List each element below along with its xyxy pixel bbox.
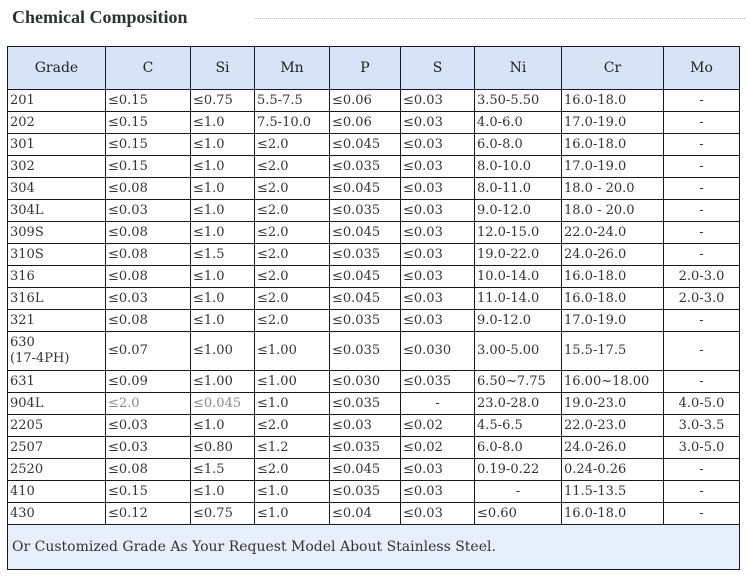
cell-cr: 15.5-17.5 [562, 332, 664, 371]
cell-si: ≤1.0 [191, 112, 255, 134]
cell-s: ≤0.03 [401, 134, 475, 156]
footer-note: Or Customized Grade As Your Request Model About Stainless Steel. [8, 525, 740, 570]
cell-ni: 3.00-5.00 [475, 332, 562, 371]
cell-s: ≤0.02 [401, 415, 475, 437]
cell-mo: - [664, 200, 740, 222]
cell-p: ≤0.045 [330, 134, 401, 156]
cell-c: ≤0.08 [106, 266, 191, 288]
cell-ni: 8.0-10.0 [475, 156, 562, 178]
cell-ni: 12.0-15.0 [475, 222, 562, 244]
cell-cr: 24.0-26.0 [562, 244, 664, 266]
footer-row [8, 525, 740, 570]
cell-cr: 17.0-19.0 [562, 310, 664, 332]
cell-mn: ≤1.0 [255, 393, 330, 415]
cell-cr: 24.0-26.0 [562, 437, 664, 459]
cell-si: ≤1.0 [191, 134, 255, 156]
cell-mn: ≤2.0 [255, 266, 330, 288]
cell-p: ≤0.035 [330, 244, 401, 266]
cell-grade: 430 [8, 503, 106, 525]
cell-mo: - [664, 178, 740, 200]
cell-grade: 316L [8, 288, 106, 310]
cell-si: ≤1.00 [191, 332, 255, 371]
cell-cr: 16.0-18.0 [562, 503, 664, 525]
cell-mn: 5.5-7.5 [255, 90, 330, 112]
cell-mo: - [664, 310, 740, 332]
cell-si: ≤1.0 [191, 310, 255, 332]
cell-cr: 22.0-23.0 [562, 415, 664, 437]
cell-p: ≤0.045 [330, 459, 401, 481]
cell-grade: 631 [8, 371, 106, 393]
cell-ni: 8.0-11.0 [475, 178, 562, 200]
cell-p: ≤0.04 [330, 503, 401, 525]
table-row [8, 332, 740, 371]
cell-cr: 16.0-18.0 [562, 90, 664, 112]
cell-grade: 302 [8, 156, 106, 178]
cell-s: ≤0.03 [401, 112, 475, 134]
cell-grade: 304L [8, 200, 106, 222]
cell-mo: - [664, 222, 740, 244]
cell-ni: 6.0-8.0 [475, 134, 562, 156]
cell-mn: 7.5-10.0 [255, 112, 330, 134]
cell-ni: - [475, 481, 562, 503]
cell-c: ≤0.07 [106, 332, 191, 371]
column-header-s: S [401, 47, 475, 90]
cell-cr: 17.0-19.0 [562, 156, 664, 178]
cell-p: ≤0.06 [330, 90, 401, 112]
cell-mo: - [664, 90, 740, 112]
cell-c: ≤0.08 [106, 244, 191, 266]
table-row [8, 503, 740, 525]
cell-si: ≤1.5 [191, 244, 255, 266]
table-row [8, 415, 740, 437]
cell-c: ≤0.15 [106, 156, 191, 178]
table-row [8, 90, 740, 112]
cell-c: ≤0.08 [106, 310, 191, 332]
cell-ni: 10.0-14.0 [475, 266, 562, 288]
cell-p: ≤0.035 [330, 437, 401, 459]
cell-c: ≤0.15 [106, 112, 191, 134]
table-row [8, 222, 740, 244]
table-row [8, 244, 740, 266]
cell-mo: 3.0-5.0 [664, 437, 740, 459]
cell-ni: 23.0-28.0 [475, 393, 562, 415]
cell-mn: ≤2.0 [255, 288, 330, 310]
cell-si: ≤0.75 [191, 503, 255, 525]
table-row [8, 481, 740, 503]
cell-c: ≤0.03 [106, 437, 191, 459]
cell-cr: 17.0-19.0 [562, 112, 664, 134]
cell-mn: ≤1.2 [255, 437, 330, 459]
cell-mn: ≤2.0 [255, 156, 330, 178]
cell-grade: 2507 [8, 437, 106, 459]
cell-c: ≤0.15 [106, 134, 191, 156]
column-header-mn: Mn [255, 47, 330, 90]
cell-p: ≤0.045 [330, 266, 401, 288]
cell-s: ≤0.03 [401, 178, 475, 200]
cell-mo: - [664, 459, 740, 481]
column-header-p: P [330, 47, 401, 90]
table-row [8, 371, 740, 393]
table-row [8, 288, 740, 310]
table-row [8, 178, 740, 200]
cell-s: ≤0.03 [401, 156, 475, 178]
cell-mo: - [664, 244, 740, 266]
cell-s: ≤0.03 [401, 200, 475, 222]
cell-grade: 301 [8, 134, 106, 156]
cell-si: ≤1.0 [191, 156, 255, 178]
cell-s: ≤0.035 [401, 371, 475, 393]
cell-grade: 304 [8, 178, 106, 200]
cell-s: ≤0.03 [401, 222, 475, 244]
cell-mo: - [664, 503, 740, 525]
cell-c: ≤0.08 [106, 459, 191, 481]
cell-mn: ≤2.0 [255, 178, 330, 200]
cell-p: ≤0.035 [330, 481, 401, 503]
cell-c: ≤0.08 [106, 222, 191, 244]
cell-si: ≤1.0 [191, 288, 255, 310]
cell-c: ≤0.15 [106, 481, 191, 503]
cell-cr: 16.0-18.0 [562, 266, 664, 288]
header-row [8, 47, 740, 90]
table-row [8, 393, 740, 415]
cell-ni: 9.0-12.0 [475, 200, 562, 222]
cell-ni: 19.0-22.0 [475, 244, 562, 266]
table-row [8, 200, 740, 222]
cell-mn: ≤1.00 [255, 332, 330, 371]
cell-grade: 201 [8, 90, 106, 112]
cell-s: ≤0.03 [401, 503, 475, 525]
page-title: Chemical Composition [12, 7, 188, 27]
cell-s: ≤0.03 [401, 459, 475, 481]
cell-c: ≤0.12 [106, 503, 191, 525]
cell-mo: - [664, 481, 740, 503]
cell-mo: - [664, 156, 740, 178]
cell-s: ≤0.03 [401, 481, 475, 503]
cell-cr: 16.00~18.00 [562, 371, 664, 393]
cell-si: ≤1.0 [191, 200, 255, 222]
column-header-cr: Cr [562, 47, 664, 90]
cell-mo: - [664, 371, 740, 393]
cell-mo: 2.0-3.0 [664, 266, 740, 288]
table-body [8, 90, 740, 525]
cell-p: ≤0.035 [330, 310, 401, 332]
cell-s: ≤0.03 [401, 310, 475, 332]
cell-ni: 11.0-14.0 [475, 288, 562, 310]
cell-grade: 630 (17-4PH) [8, 332, 106, 371]
cell-grade: 309S [8, 222, 106, 244]
cell-c: ≤0.15 [106, 90, 191, 112]
cell-si: ≤0.80 [191, 437, 255, 459]
cell-grade: 310S [8, 244, 106, 266]
cell-p: ≤0.045 [330, 222, 401, 244]
cell-grade: 316 [8, 266, 106, 288]
cell-s: ≤0.02 [401, 437, 475, 459]
cell-p: ≤0.035 [330, 332, 401, 371]
cell-si: ≤1.0 [191, 415, 255, 437]
cell-c: ≤0.03 [106, 200, 191, 222]
cell-ni: 6.50~7.75 [475, 371, 562, 393]
cell-s: - [401, 393, 475, 415]
cell-p: ≤0.035 [330, 393, 401, 415]
cell-grade: 321 [8, 310, 106, 332]
cell-s: ≤0.03 [401, 288, 475, 310]
cell-cr: 22.0-24.0 [562, 222, 664, 244]
cell-si: ≤1.0 [191, 222, 255, 244]
cell-c: ≤0.03 [106, 288, 191, 310]
cell-p: ≤0.045 [330, 288, 401, 310]
cell-mo: 3.0-3.5 [664, 415, 740, 437]
cell-mn: ≤2.0 [255, 244, 330, 266]
cell-c: ≤0.08 [106, 178, 191, 200]
cell-c: ≤0.09 [106, 371, 191, 393]
cell-ni: 0.19-0.22 [475, 459, 562, 481]
cell-si: ≤0.75 [191, 90, 255, 112]
cell-grade: 202 [8, 112, 106, 134]
cell-mn: ≤2.0 [255, 134, 330, 156]
cell-mn: ≤2.0 [255, 310, 330, 332]
table-row [8, 266, 740, 288]
cell-mn: ≤2.0 [255, 200, 330, 222]
cell-mo: - [664, 112, 740, 134]
cell-c: ≤2.0 [106, 393, 191, 415]
column-header-ni: Ni [475, 47, 562, 90]
cell-ni: ≤0.60 [475, 503, 562, 525]
title-divider [255, 18, 745, 19]
cell-si: ≤1.0 [191, 481, 255, 503]
cell-s: ≤0.03 [401, 90, 475, 112]
cell-cr: 18.0 - 20.0 [562, 178, 664, 200]
cell-mo: 2.0-3.0 [664, 288, 740, 310]
cell-cr: 18.0 - 20.0 [562, 200, 664, 222]
table-row [8, 156, 740, 178]
cell-s: ≤0.03 [401, 266, 475, 288]
cell-mn: ≤1.00 [255, 371, 330, 393]
cell-si: ≤1.5 [191, 459, 255, 481]
cell-si: ≤1.0 [191, 266, 255, 288]
table-row [8, 134, 740, 156]
cell-ni: 6.0-8.0 [475, 437, 562, 459]
cell-si: ≤0.045 [191, 393, 255, 415]
cell-p: ≤0.03 [330, 415, 401, 437]
cell-cr: 16.0-18.0 [562, 288, 664, 310]
column-header-si: Si [191, 47, 255, 90]
cell-p: ≤0.06 [330, 112, 401, 134]
table-row [8, 310, 740, 332]
cell-mn: ≤2.0 [255, 415, 330, 437]
cell-c: ≤0.03 [106, 415, 191, 437]
cell-ni: 4.5-6.5 [475, 415, 562, 437]
cell-cr: 19.0-23.0 [562, 393, 664, 415]
table-row [8, 459, 740, 481]
cell-mn: ≤2.0 [255, 459, 330, 481]
cell-grade: 410 [8, 481, 106, 503]
cell-p: ≤0.030 [330, 371, 401, 393]
cell-si: ≤1.00 [191, 371, 255, 393]
cell-ni: 9.0-12.0 [475, 310, 562, 332]
cell-s: ≤0.03 [401, 244, 475, 266]
cell-mo: - [664, 134, 740, 156]
table-row [8, 437, 740, 459]
cell-mn: ≤1.0 [255, 481, 330, 503]
cell-p: ≤0.045 [330, 178, 401, 200]
column-header-mo: Mo [664, 47, 740, 90]
cell-si: ≤1.0 [191, 178, 255, 200]
cell-cr: 16.0-18.0 [562, 134, 664, 156]
cell-p: ≤0.035 [330, 200, 401, 222]
column-header-grade: Grade [8, 47, 106, 90]
column-header-c: C [106, 47, 191, 90]
cell-grade: 904L [8, 393, 106, 415]
cell-grade: 2520 [8, 459, 106, 481]
cell-mo: 4.0-5.0 [664, 393, 740, 415]
cell-mo: - [664, 332, 740, 371]
cell-mn: ≤2.0 [255, 222, 330, 244]
cell-ni: 4.0-6.0 [475, 112, 562, 134]
cell-ni: 3.50-5.50 [475, 90, 562, 112]
cell-cr: 11.5-13.5 [562, 481, 664, 503]
cell-grade: 2205 [8, 415, 106, 437]
cell-cr: 0.24-0.26 [562, 459, 664, 481]
cell-p: ≤0.035 [330, 156, 401, 178]
cell-s: ≤0.030 [401, 332, 475, 371]
cell-mn: ≤1.0 [255, 503, 330, 525]
table-row [8, 112, 740, 134]
title-bar [0, 0, 748, 36]
composition-table [7, 46, 740, 570]
